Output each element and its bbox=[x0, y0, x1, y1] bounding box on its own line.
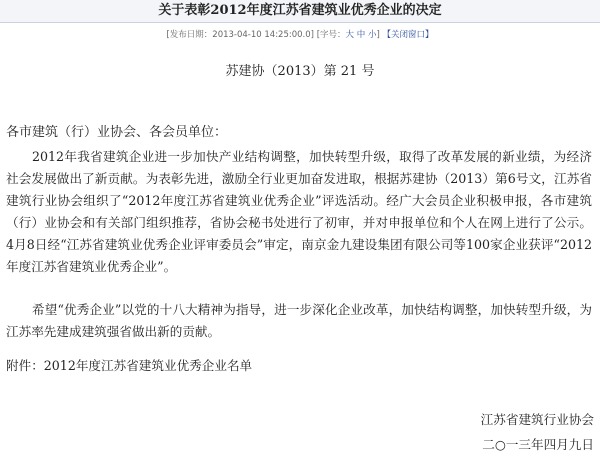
publish-date-prefix: [发布日期： bbox=[166, 30, 213, 40]
publish-date-suffix: ] bbox=[310, 30, 314, 40]
signature-block bbox=[481, 407, 594, 457]
meta-bar bbox=[0, 28, 600, 40]
font-size-small-link[interactable]: 小 bbox=[367, 30, 377, 40]
font-size-suffix: ] bbox=[376, 30, 380, 40]
font-size-label: [字号： bbox=[316, 30, 346, 40]
font-size-medium-link[interactable]: 中 bbox=[356, 30, 366, 40]
publish-date: 2013-04-10 14:25:00.0 bbox=[212, 30, 311, 40]
document-title: 关于表彰2012年度江苏省建筑业优秀企业的决定 bbox=[0, 0, 600, 23]
body-paragraph-2: 希望“优秀企业”以党的十八大精神为指导，进一步深化企业改革，加快结构调整，加快转型升级，为江苏率先建成建筑强省做出新的贡献。 bbox=[6, 302, 592, 339]
document-number: 苏建协（2013）第 21 号 bbox=[225, 64, 375, 79]
salutation: 各市建筑（行）业协会、各会员单位： bbox=[6, 125, 228, 140]
signature-org: 江苏省建筑行业协会 bbox=[480, 412, 594, 427]
font-size-large-link[interactable]: 大 bbox=[345, 30, 355, 40]
signature-date: 二○一三年四月九日 bbox=[482, 437, 594, 452]
body-paragraph-1: 2012年我省建筑企业进一步加快产业结构调整，加快转型升级，取得了改革发展的新业绩，为经济社会发展做出了新贡献。为表彰先进，激励全行业更加奋发进取，根据苏建协（2013）第6号文，江苏省建筑行业协会组织了“2012年度江苏省建筑业优秀企业”评选活动。经广大会员企业积极申报，各市建筑（行）业协会和有关部门组织推荐，省协会秘书处进行了初审，并对申报单位和个人在网上进行了公示。4月8日经“江苏省建筑业优秀企业评审委员会”审定，南京金九建设集团有限公司等100家企业获评“2012年度江苏省建筑业优秀企业”。 bbox=[6, 149, 592, 274]
close-window-link[interactable]: 【关闭窗口】 bbox=[382, 30, 434, 40]
attachment-line: 附件：2012年度江苏省建筑业优秀企业名单 bbox=[6, 358, 253, 373]
